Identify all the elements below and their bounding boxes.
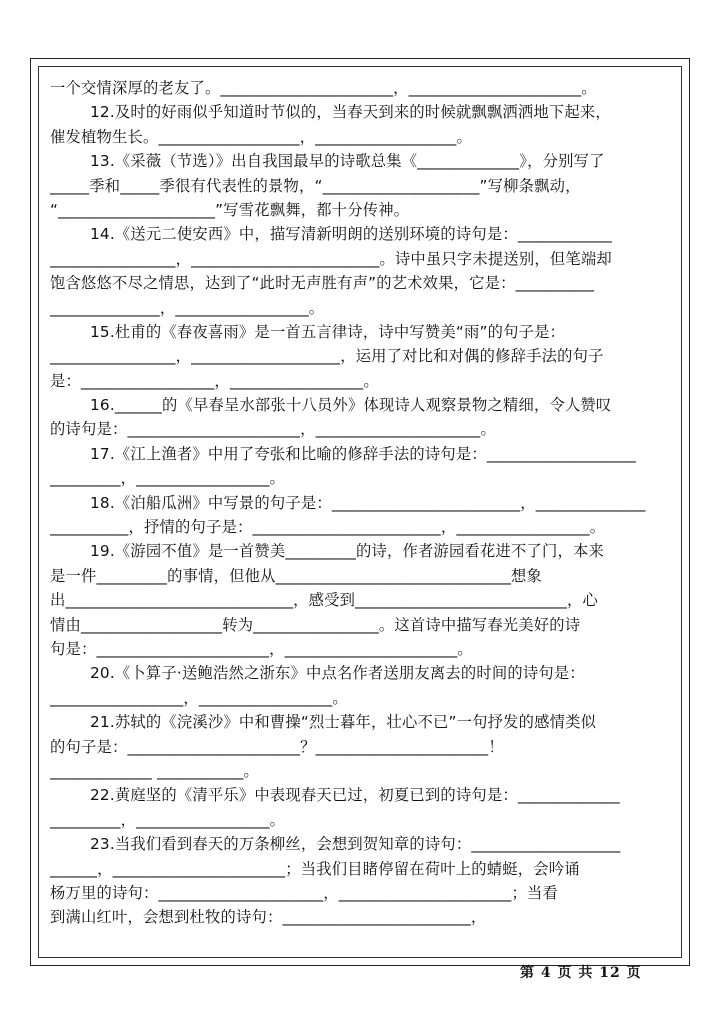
text-line: 的句子是：______________________？______________________！ <box>50 737 504 756</box>
text-line: “____________________”写雪花飘舞，都十分传神。 <box>50 200 410 219</box>
question-text-block <box>50 76 680 930</box>
text-line: 的诗句是：______________________，_____________________。 <box>50 420 496 439</box>
question-21: 21.苏轼的《浣溪沙》中和曹操“烈士暮年，壮心不已”一句抒发的感情类似 <box>90 713 597 732</box>
text-line: _____________ ___________。 <box>50 761 259 780</box>
question-18: 18.《泊船瓜洲》中写景的句子是：________________________，______________ <box>90 493 646 512</box>
question-22: 22.黄庭坚的《清平乐》中表现春天已过，初夏已到的诗句是：_____________ <box>90 786 620 805</box>
text-line: _________，_________________。 <box>50 469 286 488</box>
text-line: 到满山红叶，会想到杜牧的诗句：________________________， <box>50 908 487 927</box>
question-20: 20.《卜算子·送鲍浩然之浙东》中点名作者送朋友离去的时间的诗句是： <box>90 664 585 683</box>
question-19: 19.《游园不值》是一首赞美_________的诗，作者游园看花进不了门，本来 <box>90 542 604 561</box>
text-line: 出_____________________________，感受到___________________________，心 <box>50 591 598 610</box>
question-14: 14.《送元二使安西》中，描写清新明朗的送别环境的诗句是：____________ <box>90 225 613 244</box>
question-23: 23.当我们看到春天的万条柳丝，会想到贺知章的诗句：___________________ <box>90 835 621 854</box>
question-15: 15.杜甫的《春夜喜雨》是一首五言律诗，诗中写赞美“雨”的句子是： <box>90 322 566 341</box>
question-12: 12.及时的好雨似乎知道时节似的，当春天到来的时候就飘飘洒洒地下起来， <box>90 103 611 122</box>
text-line: 催发植物生长。__________________，__________________。 <box>50 127 473 146</box>
text-line: 是一件_________的事情，但他从______________________________想象 <box>50 566 543 585</box>
text-line: 句是：______________________，______________________。 <box>50 639 473 658</box>
text-line: _________，_________________。 <box>50 810 286 829</box>
text-line: ______，______________________；当我们目睹停留在荷叶上的蜻蜓，会吟诵 <box>50 859 580 878</box>
text-line: _____季和_____季很有代表性的景物，“____________________”写柳条飘动， <box>50 176 581 195</box>
text-line: _________________，_________________。 <box>50 688 348 707</box>
text-line: ______________，_________________。 <box>50 298 325 317</box>
text-line: __________，抒情的句子是：________________________，_________________。 <box>50 518 606 537</box>
text-line: 情由__________________转为________________。这首诗中描写春光美好的诗 <box>50 615 581 634</box>
question-13: 13.《采薇（节选）》出自我国最早的诗歌总集《_____________》，分别写了 <box>90 152 605 171</box>
question-17: 17.《江上渔者》中用了夸张和比喻的修辞手法的诗句是：___________________ <box>90 444 636 463</box>
text-line: 一个交情深厚的老友了。______________________，______________________。 <box>50 79 597 97</box>
text-line: 是：_________________，_________________。 <box>50 371 379 390</box>
page-number-footer: 第 4 页 共 12 页 <box>520 965 642 981</box>
text-line: ________________，________________________。诗中虽只字未提送别，但笔端却 <box>50 249 612 268</box>
text-line: 杨万里的诗句：_____________________，______________________；当看 <box>50 883 558 902</box>
text-line: ________________，___________________，运用了对比和对偶的修辞手法的句子 <box>50 347 604 366</box>
text-line: 饱含悠悠不尽之情思，达到了“此时无声胜有声”的艺术效果，它是：__________ <box>50 274 595 293</box>
question-16: 16.______的《早春呈水部张十八员外》体现诗人观察景物之精细，令人赞叹 <box>90 396 612 415</box>
